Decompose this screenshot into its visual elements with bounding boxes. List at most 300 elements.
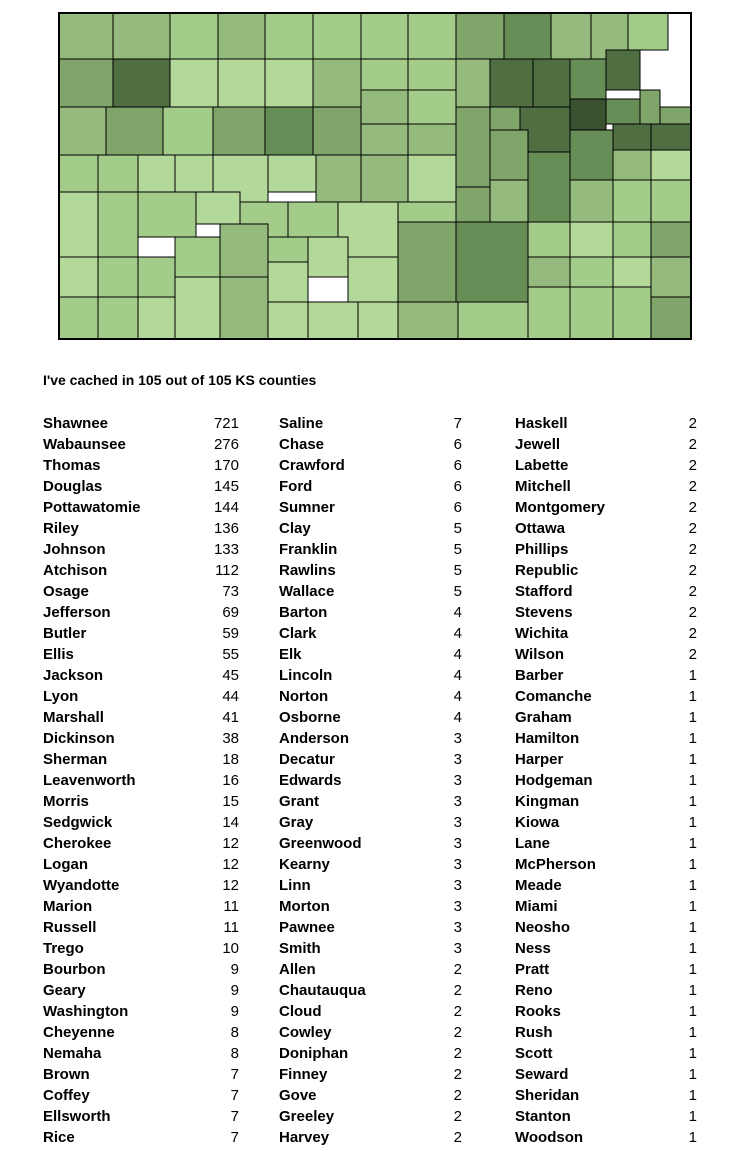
county-row: [279, 791, 462, 812]
county-count: 7: [230, 1066, 239, 1083]
county-count: 18: [222, 751, 239, 768]
county-name: Franklin: [279, 541, 338, 558]
county-name: Wabaunsee: [43, 436, 126, 453]
county-row: [515, 749, 697, 770]
county-row: [43, 980, 239, 1001]
county-row: [279, 833, 462, 854]
county-name: Woodson: [515, 1129, 584, 1146]
county-count: 11: [223, 919, 239, 936]
county-row: [515, 896, 697, 917]
county-row: [515, 413, 697, 434]
county-name: Atchison: [43, 562, 108, 579]
county-name: Harvey: [279, 1129, 330, 1146]
county-row: [279, 707, 462, 728]
county-logan: [106, 107, 163, 155]
county-rawlins: [113, 12, 170, 59]
county-row: [515, 539, 697, 560]
county-douglas: [613, 124, 651, 150]
county-row: [43, 854, 239, 875]
county-row: [279, 896, 462, 917]
county-linn: [651, 180, 692, 222]
county-row: [279, 623, 462, 644]
county-row: [43, 791, 239, 812]
county-row: [43, 707, 239, 728]
county-count: 3: [453, 793, 462, 810]
county-name: Lyon: [43, 688, 79, 705]
county-name: Sumner: [279, 499, 335, 516]
county-row: [515, 728, 697, 749]
county-count: 1: [688, 1024, 697, 1041]
county-name: Barber: [515, 667, 564, 684]
county-name: Edwards: [279, 772, 342, 789]
county-count: 1: [688, 856, 697, 873]
county-row: [43, 728, 239, 749]
county-row: [515, 812, 697, 833]
county-row: [279, 938, 462, 959]
county-count: 170: [213, 457, 239, 474]
county-row: [279, 959, 462, 980]
county-shawnee: [570, 99, 606, 130]
county-count: 1: [688, 898, 697, 915]
county-rush: [268, 155, 316, 192]
county-row: [43, 812, 239, 833]
county-count: 2: [688, 604, 697, 621]
county-count: 1: [688, 1129, 697, 1146]
county-count: 276: [213, 436, 239, 453]
county-count: 10: [222, 940, 239, 957]
county-name: Lincoln: [279, 667, 333, 684]
county-row: [43, 917, 239, 938]
county-name: Finney: [279, 1066, 328, 1083]
county-pottawatomie: [533, 59, 570, 107]
county-name: Trego: [43, 940, 84, 957]
county-count: 1: [688, 772, 697, 789]
county-name: Pottawatomie: [43, 499, 141, 516]
county-count: 3: [453, 940, 462, 957]
county-row: [43, 434, 239, 455]
county-name: Harper: [515, 751, 564, 768]
county-name: Chautauqua: [279, 982, 366, 999]
county-row: [515, 770, 697, 791]
county-harper: [358, 302, 398, 340]
county-name: Gray: [279, 814, 314, 831]
county-count: 3: [453, 835, 462, 852]
county-count: 5: [453, 520, 462, 537]
county-name: Rice: [43, 1129, 75, 1146]
county-sherman: [58, 59, 113, 107]
county-haskell: [138, 257, 175, 297]
county-count: 112: [215, 562, 239, 579]
county-nemaha: [551, 12, 591, 59]
county-name: Cheyenne: [43, 1024, 115, 1041]
county-name: Chase: [279, 436, 325, 453]
county-row: [279, 644, 462, 665]
county-name: Sheridan: [515, 1087, 580, 1104]
county-name: Lane: [515, 835, 551, 852]
county-count: 9: [230, 961, 239, 978]
county-row: [43, 1043, 239, 1064]
county-row: [515, 644, 697, 665]
county-ellsworth: [361, 124, 408, 155]
county-count: 14: [222, 814, 239, 831]
county-row: [279, 980, 462, 1001]
county-count: 1: [688, 961, 697, 978]
county-russell: [313, 107, 361, 155]
county-name: Gove: [279, 1087, 317, 1104]
county-mcpherson: [408, 155, 456, 202]
county-barber: [308, 302, 358, 340]
county-count: 2: [688, 562, 697, 579]
county-count: 55: [222, 646, 239, 663]
county-count: 2: [688, 646, 697, 663]
county-row: [43, 518, 239, 539]
county-name: Doniphan: [279, 1045, 349, 1062]
county-count: 7: [230, 1129, 239, 1146]
county-leavenworth: [640, 90, 660, 124]
county-name: Douglas: [43, 478, 103, 495]
county-name: Dickinson: [43, 730, 115, 747]
county-row: [279, 518, 462, 539]
county-name: Phillips: [515, 541, 569, 558]
county-count: 2: [453, 1087, 462, 1104]
county-count: 3: [453, 751, 462, 768]
county-row: [43, 539, 239, 560]
county-row: [279, 1085, 462, 1106]
county-count: 2: [688, 478, 697, 495]
county-cheyenne: [58, 12, 113, 59]
county-count: 1: [688, 982, 697, 999]
county-republic: [408, 12, 456, 59]
county-anderson: [613, 180, 651, 222]
county-count: 4: [453, 688, 462, 705]
county-wilson: [570, 257, 613, 287]
county-row: [279, 854, 462, 875]
county-row: [279, 560, 462, 581]
county-row: [279, 665, 462, 686]
county-name: Ford: [279, 478, 313, 495]
county-name: Leavenworth: [43, 772, 136, 789]
county-row: [279, 770, 462, 791]
county-row: [515, 917, 697, 938]
county-osborne: [313, 59, 361, 107]
county-count: 2: [688, 499, 697, 516]
county-montgomery: [570, 287, 613, 340]
county-count: 133: [213, 541, 239, 558]
county-atchison: [606, 50, 640, 90]
county-row: [279, 1022, 462, 1043]
county-row: [279, 413, 462, 434]
county-count: 12: [222, 877, 239, 894]
county-row: [43, 770, 239, 791]
county-name: Marshall: [43, 709, 104, 726]
county-thomas: [113, 59, 170, 107]
county-row: [515, 938, 697, 959]
county-name: Cherokee: [43, 835, 112, 852]
county-name: Reno: [515, 982, 553, 999]
county-count: 2: [453, 961, 462, 978]
county-row: [279, 1106, 462, 1127]
county-name: Ellis: [43, 646, 74, 663]
county-count: 2: [688, 520, 697, 537]
county-cowley: [458, 302, 528, 340]
county-name: Cowley: [279, 1024, 332, 1041]
county-row: [43, 749, 239, 770]
county-row: [279, 434, 462, 455]
county-clark: [220, 277, 268, 340]
county-count: 9: [230, 982, 239, 999]
county-row: [515, 1127, 697, 1148]
county-name: Republic: [515, 562, 579, 579]
county-name: Comanche: [515, 688, 592, 705]
county-list-column-2: [279, 413, 462, 1148]
county-name: Wichita: [515, 625, 569, 642]
county-stafford: [288, 202, 338, 237]
county-name: Graham: [515, 709, 572, 726]
county-greeley: [58, 155, 98, 192]
county-count: 1: [688, 1066, 697, 1083]
county-meade: [175, 277, 220, 340]
county-row: [279, 1001, 462, 1022]
county-seward: [138, 297, 175, 340]
county-finney: [138, 192, 196, 237]
county-count: 3: [453, 856, 462, 873]
county-name: Crawford: [279, 457, 345, 474]
county-name: Stafford: [515, 583, 573, 600]
county-morton: [58, 297, 98, 340]
county-count: 1: [688, 835, 697, 852]
kansas-county-map: [58, 12, 692, 340]
county-name: Logan: [43, 856, 88, 873]
county-row: [515, 665, 697, 686]
county-count: 3: [453, 814, 462, 831]
county-count: 3: [453, 919, 462, 936]
county-count: 7: [453, 415, 462, 432]
county-name: Rooks: [515, 1003, 561, 1020]
county-row: [279, 686, 462, 707]
county-lane: [175, 155, 213, 192]
county-lincoln: [361, 90, 408, 124]
county-row: [515, 833, 697, 854]
county-name: Butler: [43, 625, 87, 642]
county-name: Russell: [43, 919, 97, 936]
county-row: [43, 1064, 239, 1085]
county-count: 5: [453, 541, 462, 558]
county-row: [43, 1022, 239, 1043]
county-name: Norton: [279, 688, 329, 705]
county-row: [279, 476, 462, 497]
county-count: 5: [453, 562, 462, 579]
county-count: 8: [230, 1045, 239, 1062]
county-comanche: [268, 302, 308, 340]
county-graham: [218, 59, 265, 107]
county-count: 15: [222, 793, 239, 810]
county-name: Pawnee: [279, 919, 335, 936]
county-neosho: [613, 257, 651, 287]
county-count: 4: [453, 646, 462, 663]
county-jewell: [361, 12, 408, 59]
county-name: Ottawa: [515, 520, 566, 537]
county-row: [515, 959, 697, 980]
county-name: Rawlins: [279, 562, 336, 579]
county-chase: [490, 180, 528, 222]
county-row: [43, 938, 239, 959]
county-count: 3: [453, 772, 462, 789]
county-row: [279, 875, 462, 896]
county-row: [515, 476, 697, 497]
county-gove: [163, 107, 213, 155]
county-count: 4: [453, 709, 462, 726]
county-count: 2: [453, 1045, 462, 1062]
county-row: [515, 1085, 697, 1106]
county-name: Miami: [515, 898, 558, 915]
county-name: Morris: [43, 793, 89, 810]
county-wyandotte: [660, 107, 692, 124]
county-count: 5: [453, 583, 462, 600]
county-row: [515, 623, 697, 644]
county-row: [515, 1043, 697, 1064]
county-row: [43, 497, 239, 518]
county-name: Montgomery: [515, 499, 605, 516]
county-name: Pratt: [515, 961, 550, 978]
county-count: 2: [453, 982, 462, 999]
county-rice: [361, 155, 408, 202]
kansas-county-map-svg: [58, 12, 692, 340]
county-phillips: [265, 12, 313, 59]
county-butler: [456, 222, 528, 302]
county-row: [279, 539, 462, 560]
county-dickinson: [456, 107, 490, 187]
county-name: Seward: [515, 1066, 569, 1083]
county-count: 6: [453, 457, 462, 474]
county-row: [279, 581, 462, 602]
county-lyon: [528, 152, 570, 222]
county-name: Wyandotte: [43, 877, 120, 894]
county-count: 2: [688, 583, 697, 600]
county-row: [43, 1001, 239, 1022]
county-row: [515, 434, 697, 455]
county-count: 3: [453, 730, 462, 747]
county-row: [279, 1127, 462, 1148]
county-name: Decatur: [279, 751, 335, 768]
county-count: 9: [230, 1003, 239, 1020]
county-kiowa: [268, 262, 308, 302]
county-name: Washington: [43, 1003, 129, 1020]
county-row: [515, 602, 697, 623]
county-sedgwick: [398, 222, 456, 302]
county-name: Sedgwick: [43, 814, 113, 831]
county-count: 144: [213, 499, 239, 516]
county-gray: [175, 237, 220, 277]
county-doniphan: [628, 12, 668, 50]
county-washington: [456, 12, 504, 59]
county-count: 1: [688, 1003, 697, 1020]
county-sheridan: [170, 59, 218, 107]
county-count: 2: [453, 1066, 462, 1083]
county-row: [279, 1064, 462, 1085]
county-name: Neosho: [515, 919, 571, 936]
county-name: Greeley: [279, 1108, 335, 1125]
county-count: 136: [213, 520, 239, 537]
county-row: [279, 812, 462, 833]
county-row: [279, 917, 462, 938]
county-labette: [613, 287, 651, 340]
county-riley: [490, 59, 533, 107]
county-edwards: [268, 237, 308, 262]
county-count: 1: [688, 730, 697, 747]
county-rooks: [265, 59, 313, 107]
county-pratt: [308, 237, 348, 277]
county-name: Barton: [279, 604, 328, 621]
county-kearny: [98, 192, 138, 257]
county-name: Ellsworth: [43, 1108, 111, 1125]
county-row: [43, 644, 239, 665]
county-name: Ness: [515, 940, 551, 957]
county-name: Meade: [515, 877, 562, 894]
county-count: 2: [688, 541, 697, 558]
county-count: 6: [453, 436, 462, 453]
county-count: 7: [230, 1087, 239, 1104]
county-name: Thomas: [43, 457, 101, 474]
county-count: 6: [453, 478, 462, 495]
county-name: Scott: [515, 1045, 553, 1062]
county-row: [515, 560, 697, 581]
county-name: Wallace: [279, 583, 335, 600]
county-name: Shawnee: [43, 415, 109, 432]
county-hamilton: [58, 192, 98, 257]
county-grant: [98, 257, 138, 297]
county-count: 3: [453, 898, 462, 915]
county-name: Hodgeman: [515, 772, 593, 789]
county-row: [279, 602, 462, 623]
county-barton: [316, 155, 361, 202]
county-count: 16: [222, 772, 239, 789]
county-row: [279, 455, 462, 476]
county-list-column-3: [515, 413, 697, 1148]
county-kingman: [348, 257, 398, 302]
county-row: [43, 581, 239, 602]
county-name: Rush: [515, 1024, 553, 1041]
county-saline: [408, 124, 456, 155]
county-row: [43, 875, 239, 896]
county-row: [515, 497, 697, 518]
county-name: Wilson: [515, 646, 565, 663]
county-woodson: [570, 222, 613, 257]
county-count: 1: [688, 814, 697, 831]
county-name: Hamilton: [515, 730, 580, 747]
county-row: [279, 749, 462, 770]
county-row: [43, 1085, 239, 1106]
county-count: 12: [222, 835, 239, 852]
county-count: 44: [222, 688, 239, 705]
county-row: [515, 1064, 697, 1085]
county-osage: [570, 130, 613, 180]
county-count: 2: [453, 1129, 462, 1146]
county-morris: [490, 130, 528, 180]
county-count: 3: [453, 877, 462, 894]
county-name: Jackson: [43, 667, 104, 684]
county-count: 7: [230, 1108, 239, 1125]
county-row: [515, 707, 697, 728]
county-row: [515, 791, 697, 812]
county-row: [279, 728, 462, 749]
county-name: Nemaha: [43, 1045, 102, 1062]
county-count: 2: [453, 1024, 462, 1041]
county-stevens: [98, 297, 138, 340]
county-count: 721: [213, 415, 239, 432]
county-smith: [313, 12, 361, 59]
county-count: 2: [453, 1108, 462, 1125]
county-row: [43, 602, 239, 623]
